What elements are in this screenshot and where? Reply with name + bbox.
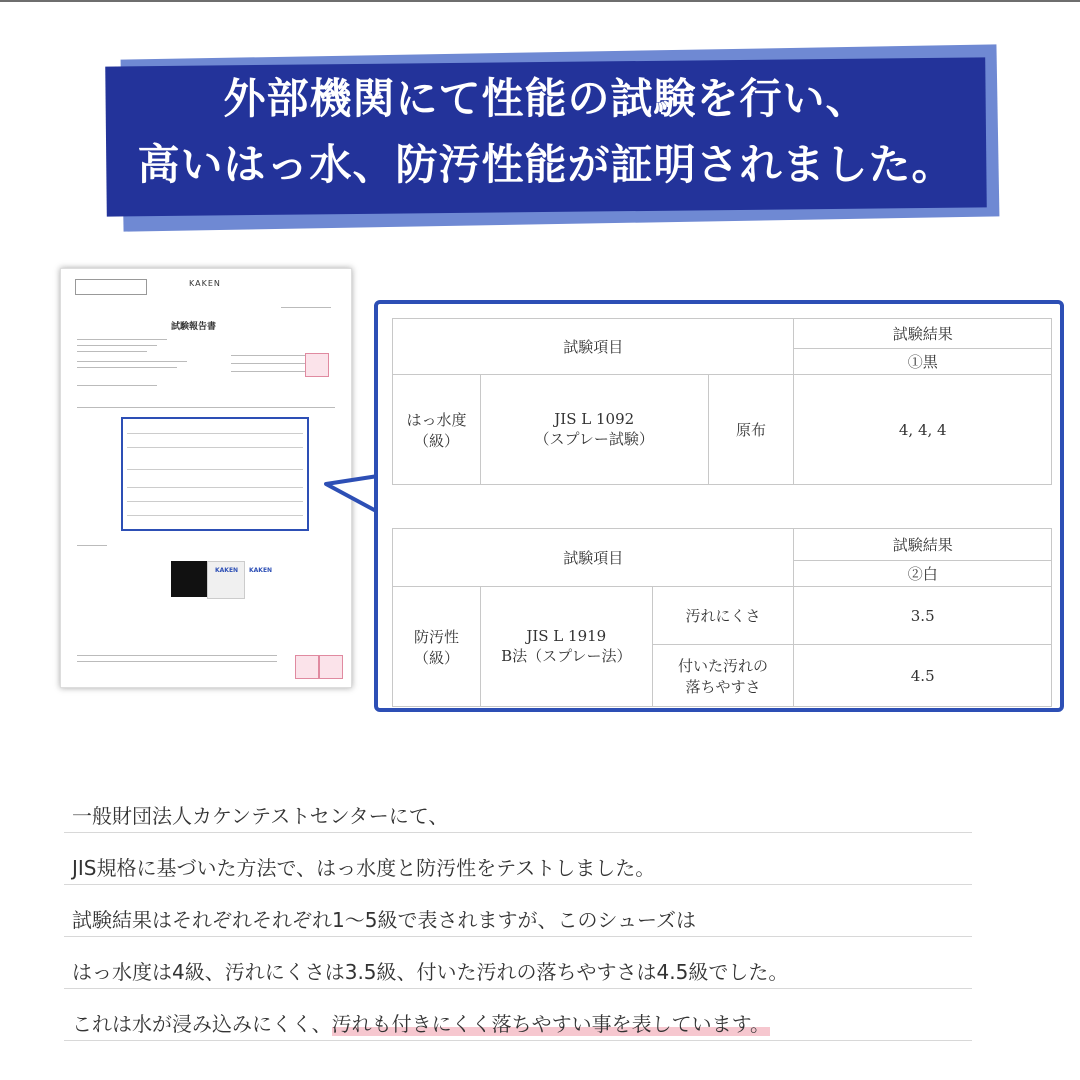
report-number-line [281,307,331,308]
text-rule [64,884,972,885]
test-item-header: 試験項目 [393,529,794,587]
report-divider [77,407,335,408]
result-sample-black: ①黒 [794,349,1052,375]
method-jis-1092 [480,375,708,485]
text-rule [64,936,972,937]
method-code: JIS L 1092 [554,410,635,428]
method-code: JIS L 1919 [526,627,607,645]
description-line-1: 一般財団法人カケンテストセンターにて、 [72,804,449,828]
black-sample-swatch [171,561,207,597]
report-title: 試験報告書 [171,322,217,332]
report-text-line [77,351,147,352]
callout-pointer [322,470,382,530]
stain-resistance-label: 汚れにくさ [652,587,794,645]
report-footer-seal [295,655,319,679]
test-report-document [60,268,352,688]
headline-line-1: 外部機関にて性能の試験を行い、 [223,74,869,123]
sample-tag-label: KAKEN [215,567,239,574]
report-logo: KAKEN [189,279,221,288]
property-antifouling [393,587,481,707]
report-text-line [77,367,177,368]
result-sample-white: ②白 [794,561,1052,587]
stain-resistance-result: 3.5 [794,587,1052,645]
stain-removal-label [652,645,794,707]
stain-removal-line-1: 付いた汚れの [678,656,769,675]
property-unit: （級） [413,431,459,450]
report-table-line [127,433,303,434]
report-table-line [127,515,303,516]
property-line: 防汚性 [413,627,459,646]
report-text-line [77,361,187,362]
report-footer-seal [319,655,343,679]
stain-removal-result: 4.5 [794,645,1052,707]
description-line-5 [72,1008,770,1037]
description-line-3: 試験結果はそれぞれそれぞれ1～5級で表されますが、このシューズは [72,908,697,932]
report-stamp-box [75,279,147,295]
method-jis-1919 [480,587,652,707]
test-result-header: 試験結果 [794,529,1052,561]
report-text-line [77,545,107,546]
antifouling-table [392,528,1052,707]
report-table-line [127,501,303,502]
method-name: （スプレー試験） [534,430,654,448]
property-line: はっ水度 [406,410,467,429]
headline-line-2: 高いはっ水、防汚性能が証明されました。 [137,140,955,189]
report-seal [305,353,329,377]
report-table-line [127,487,303,488]
report-footer-line [77,655,277,656]
report-text-line [77,385,157,386]
test-result-header: 試験結果 [794,319,1052,349]
report-text-line [77,339,167,340]
text-rule [64,988,972,989]
property-water-repellency [393,375,481,485]
headline-text [106,66,986,198]
top-divider [0,0,1080,2]
text-rule [64,1040,972,1041]
sample-tag-label: KAKEN [249,567,273,574]
stain-removal-line-2: 落ちやすさ [685,677,761,696]
property-unit: （級） [413,648,459,667]
report-highlight-box [121,417,309,531]
report-text-line [77,345,157,346]
water-repellency-table [392,318,1052,485]
water-repellency-result: 4, 4, 4 [794,375,1052,485]
description-line-2: JIS規格に基づいた方法で、はっ水度と防汚性をテストしました。 [72,856,656,880]
sample-fabric: 原布 [708,375,794,485]
description-line-5-plain: これは水が浸み込みにくく、 [72,1012,332,1036]
text-rule [64,832,972,833]
test-item-header: 試験項目 [393,319,794,375]
report-table-line [127,447,303,448]
description-line-4: はっ水度は4級、汚れにくさは3.5級、付いた汚れの落ちやすさは4.5級でした。 [72,960,789,984]
report-footer-line [77,661,277,662]
report-table-line [127,469,303,470]
method-name: B法（スプレー法） [501,647,632,665]
description-highlight: 汚れも付きにくく落ちやすい事を表しています。 [331,1012,771,1036]
